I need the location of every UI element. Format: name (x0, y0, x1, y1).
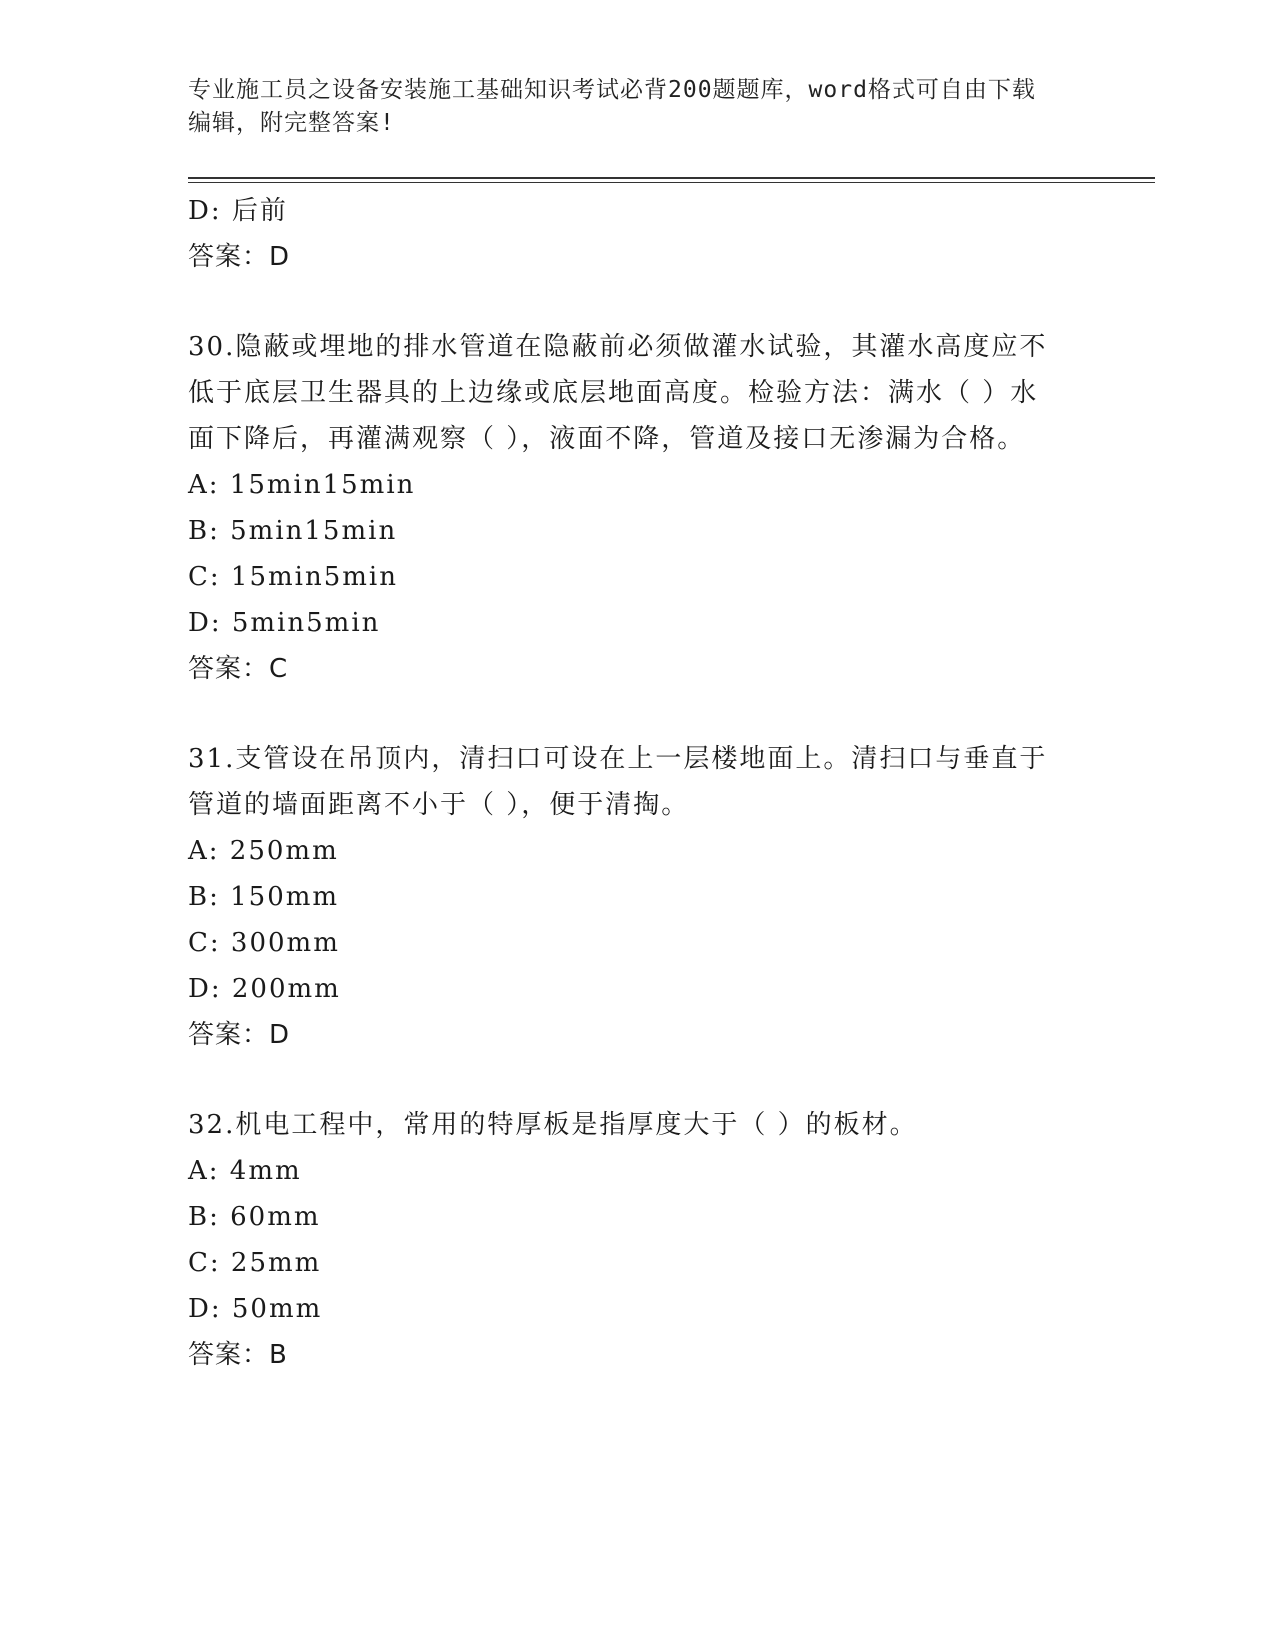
document-body (188, 188, 1088, 1378)
previous-question-tail (188, 188, 1088, 280)
option-d: D: 200mm (188, 974, 341, 1004)
option-d: D: 50mm (188, 1294, 323, 1324)
spacer (188, 280, 1088, 324)
question-stem-line: 32.机电工程中，常用的特厚板是指厚度大于（ ）的板材。 (188, 1110, 918, 1140)
option-a: A: 250mm (188, 836, 339, 866)
question-stem-line: 面下降后，再灌满观察（ ），液面不降，管道及接口无渗漏为合格。 (188, 424, 1026, 454)
option-b: B: 5min15min (188, 516, 398, 546)
header-title-line-2: 编辑，附完整答案! (188, 110, 395, 136)
header-title-line-1: 专业施工员之设备安装施工基础知识考试必背200题题库，word格式可自由下载 (188, 77, 1036, 103)
answer-line: 答案：C (188, 654, 289, 684)
header-rule-thick (188, 177, 1155, 179)
option-c: C: 25mm (188, 1248, 322, 1278)
page-header (188, 74, 1088, 140)
answer-line: 答案：D (188, 1020, 291, 1050)
question-stem-line: 低于底层卫生器具的上边缘或底层地面高度。检验方法：满水（ ）水 (188, 378, 1039, 408)
option-b: B: 60mm (188, 1202, 321, 1232)
question-31 (188, 736, 1088, 1058)
option-a: A: 15min15min (188, 470, 416, 500)
question-stem (188, 324, 1088, 462)
option-c: C: 300mm (188, 928, 340, 958)
question-30 (188, 324, 1088, 692)
header-rule-thin (188, 182, 1155, 183)
question-stem-line: 31.支管设在吊顶内，清扫口可设在上一层楼地面上。清扫口与垂直于 (188, 744, 1048, 774)
option-d: D: 5min5min (188, 608, 381, 638)
question-stem (188, 736, 1088, 828)
spacer (188, 1058, 1088, 1102)
question-32 (188, 1102, 1088, 1378)
option-c: C: 15min5min (188, 562, 398, 592)
answer-line: 答案：B (188, 1340, 288, 1370)
question-stem (188, 1102, 1088, 1148)
answer-line: 答案：D (188, 242, 291, 272)
option-b: B: 150mm (188, 882, 340, 912)
question-stem-line: 管道的墙面距离不小于（ ），便于清掏。 (188, 790, 690, 820)
option-a: A: 4mm (188, 1156, 302, 1186)
option-d: D: 后前 (188, 196, 288, 226)
question-stem-line: 30.隐蔽或埋地的排水管道在隐蔽前必须做灌水试验，其灌水高度应不 (188, 332, 1048, 362)
spacer (188, 692, 1088, 736)
